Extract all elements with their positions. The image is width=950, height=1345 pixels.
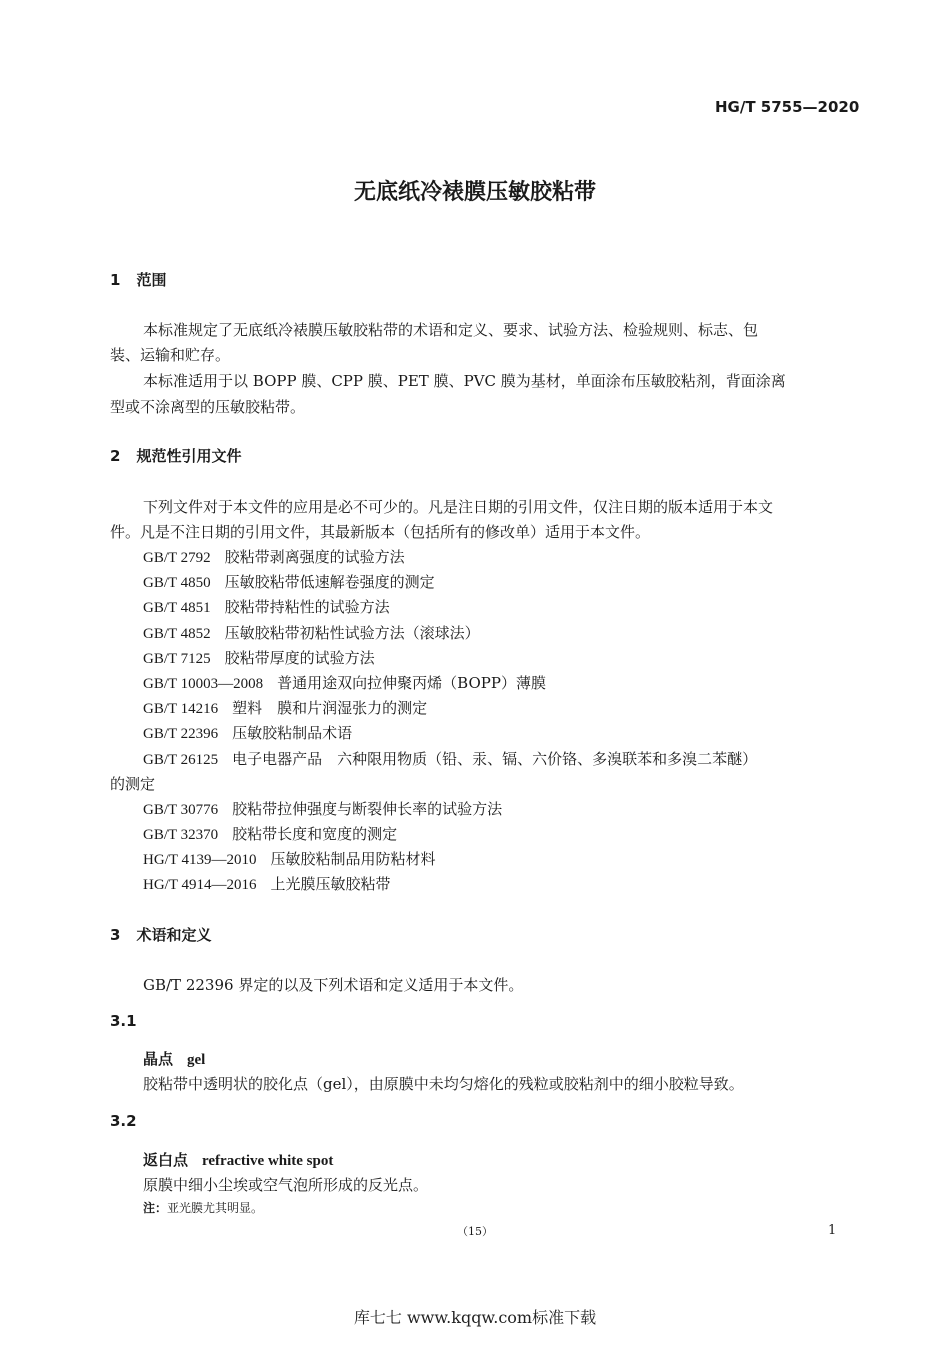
reference-title: 压敏胶粘带初粘性试验方法（滚球法） bbox=[224, 624, 480, 642]
reference-code: HG/T 4139—2010 bbox=[143, 852, 257, 868]
note-label: 注： bbox=[143, 1201, 168, 1215]
term-heading bbox=[143, 1151, 333, 1170]
paragraph: GB/T 22396 界定的以及下列术语和定义适用于本文件。 bbox=[143, 976, 524, 994]
section-2-heading bbox=[110, 447, 241, 465]
term-zh: 返白点 bbox=[143, 1151, 189, 1169]
reference-item bbox=[143, 800, 502, 819]
section-number: 3 bbox=[110, 926, 121, 944]
reference-code: GB/T 10003—2008 bbox=[143, 676, 264, 692]
section-title: 规范性引用文件 bbox=[136, 447, 242, 465]
reference-item bbox=[143, 750, 757, 769]
term-en: gel bbox=[187, 1052, 206, 1068]
page-title: 无底纸冷裱膜压敏胶粘带 bbox=[353, 180, 596, 205]
reference-code: GB/T 30776 bbox=[143, 802, 219, 818]
reference-item bbox=[143, 699, 427, 718]
reference-item bbox=[143, 548, 405, 567]
paragraph: 下列文件对于本文件的应用是必不可少的。凡是注日期的引用文件，仅注日期的版本适用于本文 bbox=[143, 498, 774, 516]
paragraph: 本标准规定了无底纸冷裱膜压敏胶粘带的术语和定义、要求、试验方法、检验规则、标志、包 bbox=[143, 321, 759, 339]
term-number: 3.1 bbox=[110, 1012, 137, 1030]
reference-title: 上光膜压敏胶粘带 bbox=[270, 875, 391, 893]
reference-code: HG/T 4914—2016 bbox=[143, 877, 257, 893]
reference-title: 胶粘带剥离强度的试验方法 bbox=[224, 548, 405, 566]
reference-title: 压敏胶粘制品用防粘材料 bbox=[270, 850, 436, 868]
section-number: 2 bbox=[110, 447, 121, 465]
page-number: 1 bbox=[828, 1223, 837, 1238]
term-number: 3.2 bbox=[110, 1112, 137, 1130]
reference-item bbox=[143, 649, 375, 668]
reference-code: GB/T 32370 bbox=[143, 827, 219, 843]
reference-continuation: 的测定 bbox=[110, 775, 156, 793]
paragraph: 本标准适用于以 BOPP 膜、CPP 膜、PET 膜、PVC 膜为基材，单面涂布压敏胶粘剂，背面涂离 bbox=[143, 372, 786, 390]
section-1-heading bbox=[110, 271, 166, 289]
reference-item bbox=[143, 573, 435, 592]
reference-title: 压敏胶粘制品术语 bbox=[232, 724, 353, 742]
reference-item bbox=[143, 825, 397, 844]
reference-item bbox=[143, 624, 480, 643]
reference-title: 普通用途双向拉伸聚丙烯（BOPP）薄膜 bbox=[277, 674, 546, 692]
reference-title: 塑料 膜和片润湿张力的测定 bbox=[232, 699, 428, 717]
reference-item bbox=[143, 850, 436, 869]
section-title: 范围 bbox=[136, 271, 167, 289]
reference-title: 胶粘带持粘性的试验方法 bbox=[224, 598, 390, 616]
reference-title: 电子电器产品 六种限用物质（铅、汞、镉、六价铬、多溴联苯和多溴二苯醚） bbox=[232, 750, 758, 768]
reference-item bbox=[143, 674, 546, 693]
term-en: refractive white spot bbox=[202, 1153, 334, 1169]
paragraph: 件。凡是不注日期的引用文件，其最新版本（包括所有的修改单）适用于本文件。 bbox=[110, 523, 651, 541]
term-zh: 晶点 bbox=[143, 1050, 174, 1068]
section-number: 1 bbox=[110, 271, 121, 289]
watermark-footer: 库七七 www.kqqw.com标准下载 bbox=[353, 1308, 597, 1327]
reference-title: 胶粘带长度和宽度的测定 bbox=[232, 825, 398, 843]
reference-code: GB/T 4851 bbox=[143, 600, 211, 616]
term-heading bbox=[143, 1050, 205, 1069]
note-text: 亚光膜尤其明显。 bbox=[167, 1201, 264, 1215]
reference-code: GB/T 22396 bbox=[143, 726, 219, 742]
reference-item bbox=[143, 724, 352, 743]
reference-item bbox=[143, 875, 391, 894]
page-bracket-number: （15） bbox=[457, 1225, 493, 1238]
term-definition: 原膜中细小尘埃或空气泡所形成的反光点。 bbox=[143, 1176, 429, 1194]
reference-code: GB/T 26125 bbox=[143, 752, 219, 768]
reference-title: 胶粘带厚度的试验方法 bbox=[224, 649, 375, 667]
section-title: 术语和定义 bbox=[136, 926, 212, 944]
reference-item bbox=[143, 598, 390, 617]
paragraph: 型或不涂离型的压敏胶粘带。 bbox=[110, 398, 306, 416]
term-definition: 胶粘带中透明状的胶化点（gel），由原膜中未均匀熔化的残粒或胶粘剂中的细小胶粒导致。 bbox=[143, 1075, 744, 1093]
reference-title: 压敏胶粘带低速解卷强度的测定 bbox=[224, 573, 435, 591]
standard-number: HG/T 5755—2020 bbox=[715, 98, 860, 116]
section-3-heading bbox=[110, 926, 211, 944]
reference-title: 胶粘带拉伸强度与断裂伸长率的试验方法 bbox=[232, 800, 503, 818]
reference-code: GB/T 2792 bbox=[143, 550, 211, 566]
note bbox=[143, 1200, 263, 1216]
reference-code: GB/T 14216 bbox=[143, 701, 219, 717]
paragraph: 装、运输和贮存。 bbox=[110, 346, 231, 364]
reference-code: GB/T 4850 bbox=[143, 575, 211, 591]
reference-code: GB/T 4852 bbox=[143, 626, 211, 642]
reference-code: GB/T 7125 bbox=[143, 651, 211, 667]
